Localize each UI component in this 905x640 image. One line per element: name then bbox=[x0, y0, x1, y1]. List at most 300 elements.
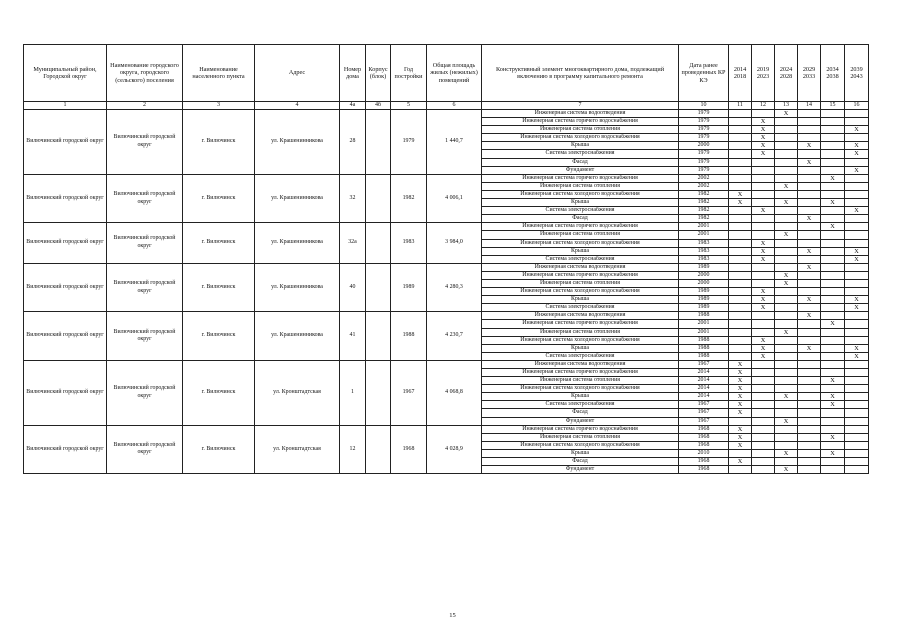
build-year-cell: 1979 bbox=[391, 110, 427, 175]
period-mark-cell bbox=[775, 385, 798, 393]
district-cell: Вилючинский городской округ bbox=[24, 425, 107, 474]
period-mark-cell: X bbox=[775, 279, 798, 287]
period-mark-cell: X bbox=[798, 263, 821, 271]
period-mark-cell: X bbox=[845, 255, 869, 263]
element-cell: Инженерная система отопления bbox=[482, 377, 679, 385]
period-mark-cell bbox=[845, 336, 869, 344]
element-cell: Инженерная система холодного водоснабжения bbox=[482, 134, 679, 142]
period-mark-cell bbox=[729, 296, 752, 304]
period-mark-cell bbox=[798, 239, 821, 247]
korpus-cell bbox=[366, 312, 391, 361]
period-mark-cell: X bbox=[798, 296, 821, 304]
period-mark-cell bbox=[821, 336, 845, 344]
period-mark-cell bbox=[798, 360, 821, 368]
period-mark-cell bbox=[775, 320, 798, 328]
period-mark-cell: X bbox=[821, 401, 845, 409]
table-row bbox=[24, 312, 869, 320]
period-mark-cell bbox=[729, 312, 752, 320]
prior-repair-date-cell: 1988 bbox=[679, 352, 729, 360]
settlement-cell: Вилючинский городской округ bbox=[107, 223, 183, 263]
house-number-cell: 28 bbox=[340, 110, 366, 175]
build-year-cell: 1968 bbox=[391, 425, 427, 474]
element-cell: Инженерная система отопления bbox=[482, 231, 679, 239]
period-mark-cell: X bbox=[821, 377, 845, 385]
period-mark-cell: X bbox=[845, 247, 869, 255]
period-mark-cell bbox=[798, 401, 821, 409]
period-mark-cell bbox=[729, 150, 752, 158]
header-cell: Адрес bbox=[255, 45, 340, 102]
period-mark-cell bbox=[798, 352, 821, 360]
prior-repair-date-cell: 1979 bbox=[679, 158, 729, 166]
element-cell: Крыша bbox=[482, 449, 679, 457]
period-mark-cell bbox=[775, 425, 798, 433]
prior-repair-date-cell: 1982 bbox=[679, 207, 729, 215]
header-row bbox=[24, 45, 869, 102]
header-cell: Год постройки bbox=[391, 45, 427, 102]
period-mark-cell bbox=[821, 239, 845, 247]
column-number: 4б bbox=[366, 102, 391, 110]
period-mark-cell: X bbox=[845, 352, 869, 360]
period-mark-cell: X bbox=[845, 142, 869, 150]
period-mark-cell bbox=[798, 166, 821, 174]
header-cell: 2039 2043 bbox=[845, 45, 869, 102]
prior-repair-date-cell: 2002 bbox=[679, 174, 729, 182]
element-cell: Система электроснабжения bbox=[482, 207, 679, 215]
column-number: 12 bbox=[752, 102, 775, 110]
prior-repair-date-cell: 2001 bbox=[679, 231, 729, 239]
header-cell: Дата ранее проведенных КР КЭ bbox=[679, 45, 729, 102]
period-mark-cell bbox=[798, 409, 821, 417]
settlement-cell: Вилючинский городской округ bbox=[107, 312, 183, 361]
column-number: 16 bbox=[845, 102, 869, 110]
period-mark-cell bbox=[752, 263, 775, 271]
column-number: 6 bbox=[427, 102, 482, 110]
prior-repair-date-cell: 2000 bbox=[679, 279, 729, 287]
period-mark-cell: X bbox=[752, 126, 775, 134]
period-mark-cell bbox=[729, 215, 752, 223]
period-mark-cell bbox=[775, 215, 798, 223]
period-mark-cell: X bbox=[729, 199, 752, 207]
period-mark-cell bbox=[752, 223, 775, 231]
period-mark-cell: X bbox=[821, 223, 845, 231]
period-mark-cell bbox=[798, 126, 821, 134]
header-cell: Наименование городского округа, городского (сельского) поселения bbox=[107, 45, 183, 102]
header-cell: 2034 2038 bbox=[821, 45, 845, 102]
period-mark-cell bbox=[798, 271, 821, 279]
period-mark-cell bbox=[775, 255, 798, 263]
element-cell: Система электроснабжения bbox=[482, 401, 679, 409]
period-mark-cell bbox=[775, 247, 798, 255]
period-mark-cell bbox=[821, 458, 845, 466]
build-year-cell: 1982 bbox=[391, 174, 427, 223]
period-mark-cell bbox=[752, 401, 775, 409]
header-cell: Конструктивный элемент многоквартирного дома, подлежащий включению в программу капитального ремонта bbox=[482, 45, 679, 102]
period-mark-cell bbox=[845, 425, 869, 433]
period-mark-cell bbox=[798, 433, 821, 441]
period-mark-cell bbox=[752, 409, 775, 417]
column-number: 11 bbox=[729, 102, 752, 110]
period-mark-cell: X bbox=[775, 231, 798, 239]
column-number: 1 bbox=[24, 102, 107, 110]
period-mark-cell: X bbox=[752, 118, 775, 126]
period-mark-cell bbox=[845, 190, 869, 198]
period-mark-cell bbox=[798, 174, 821, 182]
period-mark-cell bbox=[729, 271, 752, 279]
period-mark-cell bbox=[845, 312, 869, 320]
header-cell: Корпус (блок) bbox=[366, 45, 391, 102]
period-mark-cell: X bbox=[775, 328, 798, 336]
period-mark-cell bbox=[775, 288, 798, 296]
period-mark-cell bbox=[729, 336, 752, 344]
period-mark-cell bbox=[845, 174, 869, 182]
period-mark-cell bbox=[798, 304, 821, 312]
period-mark-cell bbox=[729, 110, 752, 118]
area-cell: 4 006,1 bbox=[427, 174, 482, 223]
prior-repair-date-cell: 1989 bbox=[679, 296, 729, 304]
period-mark-cell bbox=[798, 134, 821, 142]
period-mark-cell bbox=[798, 336, 821, 344]
district-cell: Вилючинский городской округ bbox=[24, 360, 107, 425]
period-mark-cell bbox=[775, 223, 798, 231]
period-mark-cell bbox=[752, 174, 775, 182]
period-mark-cell bbox=[845, 134, 869, 142]
prior-repair-date-cell: 1988 bbox=[679, 344, 729, 352]
period-mark-cell bbox=[821, 134, 845, 142]
district-cell: Вилючинский городской округ bbox=[24, 110, 107, 175]
element-cell: Инженерная система холодного водоснабжения bbox=[482, 385, 679, 393]
period-mark-cell bbox=[798, 118, 821, 126]
period-mark-cell bbox=[729, 142, 752, 150]
table-row bbox=[24, 425, 869, 433]
period-mark-cell bbox=[729, 352, 752, 360]
period-mark-cell bbox=[845, 409, 869, 417]
locality-cell: г. Вилючинск bbox=[183, 223, 255, 263]
period-mark-cell bbox=[845, 320, 869, 328]
house-number-cell: 1 bbox=[340, 360, 366, 425]
period-mark-cell bbox=[775, 304, 798, 312]
column-number: 4а bbox=[340, 102, 366, 110]
period-mark-cell bbox=[752, 166, 775, 174]
prior-repair-date-cell: 2014 bbox=[679, 385, 729, 393]
period-mark-cell bbox=[798, 441, 821, 449]
element-cell: Инженерная система отопления bbox=[482, 433, 679, 441]
period-mark-cell bbox=[775, 190, 798, 198]
locality-cell: г. Вилючинск bbox=[183, 110, 255, 175]
period-mark-cell bbox=[821, 441, 845, 449]
settlement-cell: Вилючинский городской округ bbox=[107, 425, 183, 474]
address-cell: ул. Кронштадтская bbox=[255, 425, 340, 474]
prior-repair-date-cell: 1979 bbox=[679, 118, 729, 126]
district-cell: Вилючинский городской округ bbox=[24, 263, 107, 312]
period-mark-cell bbox=[752, 312, 775, 320]
column-number-row bbox=[24, 102, 869, 110]
period-mark-cell bbox=[775, 239, 798, 247]
prior-repair-date-cell: 2001 bbox=[679, 328, 729, 336]
element-cell: Крыша bbox=[482, 247, 679, 255]
period-mark-cell: X bbox=[729, 369, 752, 377]
period-mark-cell: X bbox=[752, 150, 775, 158]
period-mark-cell bbox=[821, 231, 845, 239]
period-mark-cell: X bbox=[729, 385, 752, 393]
period-mark-cell bbox=[775, 142, 798, 150]
column-number: 7 bbox=[482, 102, 679, 110]
period-mark-cell bbox=[775, 118, 798, 126]
period-mark-cell bbox=[798, 458, 821, 466]
prior-repair-date-cell: 1967 bbox=[679, 409, 729, 417]
period-mark-cell bbox=[798, 182, 821, 190]
locality-cell: г. Вилючинск bbox=[183, 174, 255, 223]
period-mark-cell bbox=[821, 296, 845, 304]
locality-cell: г. Вилючинск bbox=[183, 263, 255, 312]
table-row bbox=[24, 223, 869, 231]
period-mark-cell bbox=[752, 441, 775, 449]
period-mark-cell bbox=[821, 279, 845, 287]
address-cell: ул. Кронштадтская bbox=[255, 360, 340, 425]
element-cell: Инженерная система горячего водоснабжения bbox=[482, 174, 679, 182]
period-mark-cell bbox=[775, 134, 798, 142]
element-cell: Фасад bbox=[482, 158, 679, 166]
period-mark-cell bbox=[821, 369, 845, 377]
header-cell: 2024 2028 bbox=[775, 45, 798, 102]
period-mark-cell: X bbox=[845, 207, 869, 215]
element-cell: Система электроснабжения bbox=[482, 150, 679, 158]
period-mark-cell: X bbox=[798, 344, 821, 352]
period-mark-cell: X bbox=[729, 377, 752, 385]
period-mark-cell bbox=[729, 231, 752, 239]
period-mark-cell: X bbox=[752, 247, 775, 255]
period-mark-cell bbox=[729, 449, 752, 457]
header-cell: Наименование населенного пункта bbox=[183, 45, 255, 102]
period-mark-cell: X bbox=[775, 199, 798, 207]
period-mark-cell bbox=[775, 296, 798, 304]
period-mark-cell: X bbox=[752, 352, 775, 360]
korpus-cell bbox=[366, 425, 391, 474]
period-mark-cell bbox=[775, 352, 798, 360]
period-mark-cell bbox=[729, 207, 752, 215]
element-cell: Фундамент bbox=[482, 166, 679, 174]
period-mark-cell bbox=[729, 304, 752, 312]
period-mark-cell bbox=[821, 182, 845, 190]
element-cell: Фундамент bbox=[482, 417, 679, 425]
period-mark-cell bbox=[752, 199, 775, 207]
period-mark-cell bbox=[752, 360, 775, 368]
period-mark-cell: X bbox=[798, 215, 821, 223]
period-mark-cell: X bbox=[821, 174, 845, 182]
period-mark-cell bbox=[752, 458, 775, 466]
header-cell: 2019 2023 bbox=[752, 45, 775, 102]
period-mark-cell: X bbox=[752, 239, 775, 247]
period-mark-cell bbox=[845, 279, 869, 287]
house-number-cell: 40 bbox=[340, 263, 366, 312]
period-mark-cell bbox=[798, 110, 821, 118]
house-number-cell: 32 bbox=[340, 174, 366, 223]
period-mark-cell: X bbox=[845, 296, 869, 304]
period-mark-cell bbox=[845, 199, 869, 207]
prior-repair-date-cell: 1983 bbox=[679, 255, 729, 263]
period-mark-cell bbox=[775, 433, 798, 441]
period-mark-cell bbox=[775, 158, 798, 166]
period-mark-cell: X bbox=[798, 312, 821, 320]
period-mark-cell bbox=[752, 279, 775, 287]
period-mark-cell bbox=[821, 166, 845, 174]
column-number: 5 bbox=[391, 102, 427, 110]
address-cell: ул. Крашенинникова bbox=[255, 263, 340, 312]
period-mark-cell bbox=[798, 328, 821, 336]
period-mark-cell: X bbox=[821, 320, 845, 328]
period-mark-cell bbox=[798, 320, 821, 328]
district-cell: Вилючинский городской округ bbox=[24, 223, 107, 263]
period-mark-cell bbox=[729, 118, 752, 126]
period-mark-cell bbox=[798, 377, 821, 385]
period-mark-cell bbox=[729, 239, 752, 247]
period-mark-cell bbox=[821, 126, 845, 134]
prior-repair-date-cell: 1979 bbox=[679, 110, 729, 118]
korpus-cell bbox=[366, 263, 391, 312]
period-mark-cell: X bbox=[752, 142, 775, 150]
element-cell: Инженерная система горячего водоснабжения bbox=[482, 271, 679, 279]
period-mark-cell bbox=[845, 288, 869, 296]
element-cell: Фундамент bbox=[482, 466, 679, 474]
period-mark-cell bbox=[729, 255, 752, 263]
house-number-cell: 12 bbox=[340, 425, 366, 474]
period-mark-cell bbox=[775, 344, 798, 352]
prior-repair-date-cell: 2001 bbox=[679, 223, 729, 231]
period-mark-cell: X bbox=[729, 433, 752, 441]
period-mark-cell: X bbox=[775, 417, 798, 425]
period-mark-cell bbox=[729, 263, 752, 271]
period-mark-cell bbox=[775, 263, 798, 271]
period-mark-cell: X bbox=[752, 288, 775, 296]
prior-repair-date-cell: 2014 bbox=[679, 377, 729, 385]
period-mark-cell bbox=[821, 425, 845, 433]
table-body bbox=[24, 110, 869, 474]
period-mark-cell bbox=[821, 150, 845, 158]
period-mark-cell bbox=[845, 215, 869, 223]
settlement-cell: Вилючинский городской округ bbox=[107, 110, 183, 175]
period-mark-cell bbox=[775, 166, 798, 174]
period-mark-cell bbox=[729, 279, 752, 287]
period-mark-cell bbox=[821, 328, 845, 336]
prior-repair-date-cell: 2000 bbox=[679, 271, 729, 279]
element-cell: Инженерная система горячего водоснабжения bbox=[482, 425, 679, 433]
period-mark-cell bbox=[798, 425, 821, 433]
period-mark-cell bbox=[775, 441, 798, 449]
period-mark-cell bbox=[798, 150, 821, 158]
period-mark-cell bbox=[821, 385, 845, 393]
prior-repair-date-cell: 1968 bbox=[679, 425, 729, 433]
korpus-cell bbox=[366, 174, 391, 223]
period-mark-cell bbox=[821, 215, 845, 223]
period-mark-cell bbox=[845, 449, 869, 457]
period-mark-cell bbox=[775, 360, 798, 368]
period-mark-cell bbox=[821, 263, 845, 271]
address-cell: ул. Крашенинникова bbox=[255, 110, 340, 175]
period-mark-cell bbox=[845, 369, 869, 377]
capital-repair-table-sheet bbox=[23, 44, 868, 474]
period-mark-cell bbox=[729, 466, 752, 474]
settlement-cell: Вилючинский городской округ bbox=[107, 360, 183, 425]
period-mark-cell bbox=[775, 369, 798, 377]
period-mark-cell bbox=[845, 466, 869, 474]
period-mark-cell bbox=[729, 174, 752, 182]
table-row bbox=[24, 263, 869, 271]
period-mark-cell bbox=[775, 409, 798, 417]
element-cell: Инженерная система горячего водоснабжения bbox=[482, 223, 679, 231]
element-cell: Инженерная система водоотведения bbox=[482, 360, 679, 368]
element-cell: Система электроснабжения bbox=[482, 352, 679, 360]
column-number: 15 bbox=[821, 102, 845, 110]
element-cell: Крыша bbox=[482, 296, 679, 304]
period-mark-cell bbox=[752, 271, 775, 279]
period-mark-cell bbox=[752, 385, 775, 393]
period-mark-cell bbox=[845, 433, 869, 441]
element-cell: Инженерная система холодного водоснабжения bbox=[482, 239, 679, 247]
locality-cell: г. Вилючинск bbox=[183, 312, 255, 361]
period-mark-cell: X bbox=[729, 401, 752, 409]
district-cell: Вилючинский городской округ bbox=[24, 174, 107, 223]
table-row bbox=[24, 110, 869, 118]
period-mark-cell bbox=[821, 417, 845, 425]
period-mark-cell: X bbox=[752, 344, 775, 352]
prior-repair-date-cell: 1988 bbox=[679, 336, 729, 344]
period-mark-cell bbox=[775, 207, 798, 215]
period-mark-cell bbox=[752, 425, 775, 433]
prior-repair-date-cell: 1989 bbox=[679, 263, 729, 271]
period-mark-cell: X bbox=[729, 441, 752, 449]
period-mark-cell bbox=[798, 223, 821, 231]
element-cell: Инженерная система водоотведения bbox=[482, 110, 679, 118]
period-mark-cell: X bbox=[798, 247, 821, 255]
period-mark-cell bbox=[821, 352, 845, 360]
period-mark-cell bbox=[752, 466, 775, 474]
period-mark-cell: X bbox=[729, 360, 752, 368]
period-mark-cell bbox=[845, 223, 869, 231]
element-cell: Крыша bbox=[482, 142, 679, 150]
prior-repair-date-cell: 2014 bbox=[679, 369, 729, 377]
element-cell: Система электроснабжения bbox=[482, 304, 679, 312]
prior-repair-date-cell: 1967 bbox=[679, 360, 729, 368]
period-mark-cell: X bbox=[775, 182, 798, 190]
period-mark-cell bbox=[845, 417, 869, 425]
korpus-cell bbox=[366, 360, 391, 425]
column-number: 10 bbox=[679, 102, 729, 110]
period-mark-cell bbox=[845, 441, 869, 449]
column-number: 13 bbox=[775, 102, 798, 110]
period-mark-cell bbox=[798, 279, 821, 287]
period-mark-cell bbox=[752, 182, 775, 190]
period-mark-cell bbox=[821, 409, 845, 417]
area-cell: 4 028,9 bbox=[427, 425, 482, 474]
period-mark-cell bbox=[798, 231, 821, 239]
period-mark-cell bbox=[845, 401, 869, 409]
capital-repair-table bbox=[23, 44, 869, 474]
period-mark-cell bbox=[821, 190, 845, 198]
period-mark-cell bbox=[752, 110, 775, 118]
period-mark-cell bbox=[798, 417, 821, 425]
house-number-cell: 32а bbox=[340, 223, 366, 263]
period-mark-cell bbox=[752, 231, 775, 239]
period-mark-cell bbox=[845, 360, 869, 368]
period-mark-cell bbox=[845, 377, 869, 385]
page-number: 15 bbox=[449, 612, 456, 619]
period-mark-cell bbox=[775, 401, 798, 409]
locality-cell: г. Вилючинск bbox=[183, 425, 255, 474]
prior-repair-date-cell: 2000 bbox=[679, 142, 729, 150]
period-mark-cell: X bbox=[845, 126, 869, 134]
district-cell: Вилючинский городской округ bbox=[24, 312, 107, 361]
area-cell: 4 280,3 bbox=[427, 263, 482, 312]
element-cell: Инженерная система отопления bbox=[482, 328, 679, 336]
